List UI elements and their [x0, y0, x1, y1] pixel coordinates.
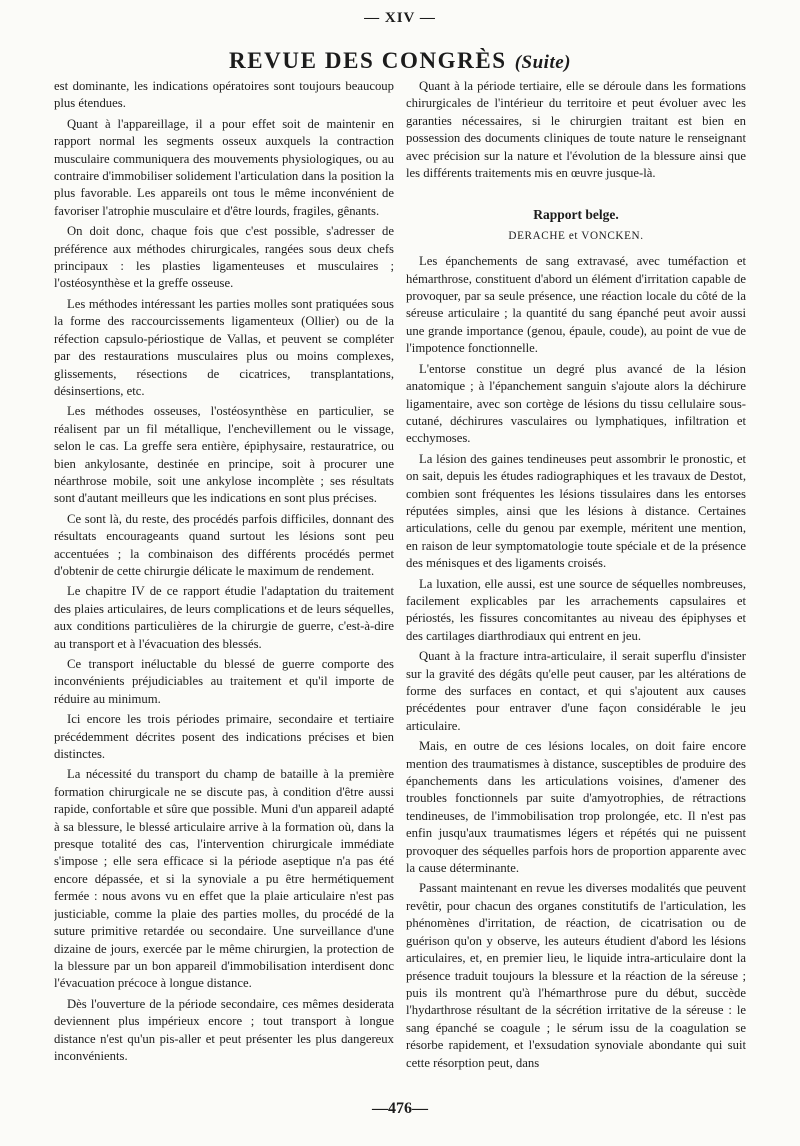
- paragraph: La lésion des gaines tendineuses peut assombrir le pronostic, et on sait, depuis les études radiographiques et les travaux de Destot, combien sont fréquentes les lésions tissulaires dans les entorses réputées simples, ainsi que les lésions à distance. Certaines articulations, celle du genou par exemple, méritent une mention, en raison de leur symptomatologie toute spéciale et de la présence des ménisques et des ligaments croisés.: [406, 451, 746, 571]
- paragraph: Dès l'ouverture de la période secondaire, ces mêmes desiderata deviennent plus impérieux encore ; tout transport à longue distance n'est qu'un pis-aller et peut présenter les plus dangereux inconvénients.: [54, 996, 394, 1063]
- paragraph: Ce sont là, du reste, des procédés parfois difficiles, donnant des résultats encourageants quand surtout les lésions sont peu accentuées ; la combinaison des différents procédés permet d'obtenir de cette chirurgie délicate le maximum de rendement.: [54, 511, 394, 578]
- section-heading: Rapport belge.: [533, 207, 619, 223]
- paragraph: Ici encore les trois périodes primaire, secondaire et tertiaire précédemment décrites posent des indications précises et bien distinctes.: [54, 712, 394, 762]
- paragraph: Quant à la fracture intra-articulaire, il serait superflu d'insister sur la gravité des dégâts qu'elle peut causer, par les altérations de forme des surfaces en contact, et qui s'ajoutent aux causes précédentes pour entraver d'une façon considérable le jeu articulaire.: [406, 649, 746, 733]
- paragraph: Les méthodes intéressant les parties molles sont pratiquées sous la forme des raccourcissements ligamenteux (Ollier) ou de la réfection capsulo-périostique de Vallas, et peuvent se compléter par des restaurations musculaires plus ou moins complexes, glissements, résections de cicatrices, transplantations, désinsertions, etc.: [54, 296, 394, 398]
- left-column: [54, 78, 394, 1098]
- paragraph: L'entorse constitue un degré plus avancé de la lésion anatomique ; à l'épanchement sanguin s'ajoute alors la déchirure ligamentaire, avec son cortège de lésions du tissu cellulaire sous-cutané, déchirures vasculaires ou lymphatiques, infiltration et ecchymoses.: [406, 361, 746, 446]
- paragraph: Les épanchements de sang extravasé, avec tuméfaction et hémarthrose, constituent d'abord un élément d'irritation capable de provoquer, par sa seule présence, une réaction locale du côté de la séreuse articulaire ; la quantité du sang épanché peut avoir aussi une grande importance (genou, épaule, coude), au point de vue de l'impotence fonctionnelle.: [406, 254, 746, 356]
- paragraph: Quant à l'appareillage, il a pour effet soit de maintenir en rapport normal les segments osseux auxquels la contraction musculaire communiquera des mouvements physiologiques, ou au contraire d'immobiliser solidement l'articulation dans la position la plus favorable. Les appareils ont tous le même inconvénient de favoriser l'atrophie musculaire et d'être lourds, fragiles, gênants.: [54, 116, 394, 218]
- paragraph: Les méthodes osseuses, l'ostéosynthèse en particulier, se réalisent par un fil métallique, l'enchevillement ou le vissage, selon le cas. La greffe sera entière, épiphysaire, restauratrice, ou bien ankylosante, destinée en principe, soit à procurer une néarthrose mobile, soit une ankylose incomplète ; ses résultats sont d'autant meilleurs que les indications en sont plus précises.: [54, 404, 394, 506]
- running-title: [0, 48, 800, 74]
- suite-label: (Suite): [514, 52, 571, 73]
- paragraph: Quant à la période tertiaire, elle se déroule dans les formations chirurgicales de l'intérieur du territoire et peut évoluer avec les garanties nécessaires, si le chirurgien traitant est bien en possession des documents cliniques de toute nature le renseignant avec précision sur la nature et l'évolution de la blessure ainsi que les différents traitements mis en œuvre jusque-là.: [406, 79, 746, 181]
- paragraph: La nécessité du transport du champ de bataille à la première formation chirurgicale ne se discute pas, à condition d'être aussi rapide, confortable et sûre que possible. Muni d'un appareil adapté à sa blessure, le blessé articulaire arrive à la formation où, dans la presque totalité des cas, l'intervention chirurgicale immédiate s'impose ; elle sera efficace si la période aseptique n'a pas été encore dépassée, et si la synoviale a pu être hermétiquement fermée : nous avons vu en effet que la plaie articulaire n'est pas justiciable, comme la plaie des parties molles, du procédé de la suture primitive retardée ou secondaire. Une surveillance d'une dizaine de jours, exercée par le même chirurgien, la protection de la blessure par un bon appareil d'immobilisation interdisent donc l'évacuation précoce à longue distance.: [54, 767, 394, 991]
- journal-title: REVUE DES CONGRÈS: [229, 48, 507, 73]
- paragraph: Mais, en outre de ces lésions locales, on doit faire encore mention des traumatismes à distance, susceptibles de produire des épanchements dans les articulations voisines, d'amener des troubles fonctionnels par suite d'amyotrophies, de rétractions tendineuses, de l'immobilisation trop prolongée, etc. Il n'est pas enfin jusqu'aux traumatismes légers et répétés qui ne puissent provoquer des séquelles parfois hors de proportion apparente avec la cause déterminante.: [406, 739, 746, 876]
- roman-folio: — XIV —: [364, 10, 436, 26]
- paragraph: Passant maintenant en revue les diverses modalités que peuvent revêtir, pour chacun des organes constitutifs de l'articulation, les phénomènes d'irritation, de réaction, de cicatrisation ou de guérison qu'on y observe, les auteurs étudient d'abord les lésions articulaires, et, en premier lieu, le liquide intra-articulaire dont la présence traduit toujours la blessure et la réaction de la séreuse ; puis ils montrent qu'à l'hémarthrose pure du début, succède l'hydarthrose résultant de la sécrétion irritative de la séreuse : le sang épanché se coagule ; le sérum issu de la coagulation se résorbe rapidement, et l'exsudation synoviale abondante qui suit cette résorption peut, dans: [406, 881, 746, 1070]
- page-number: —476—: [372, 1100, 428, 1117]
- right-column: [406, 78, 746, 1098]
- paragraph: Le chapitre IV de ce rapport étudie l'adaptation du traitement des plaies articulaires, de leurs complications et de leurs séquelles, aux conditions particulières de la chirurgie de guerre, c'est-à-dire au transport et à l'évacuation des blessés.: [54, 584, 394, 651]
- paragraph: La luxation, elle aussi, est une source de séquelles nombreuses, facilement explicables par les arrachements capsulaires et périostés, les fissures concomitantes au niveau des épiphyses et des cartilages diarthrodiaux qui entrent en jeu.: [406, 576, 746, 643]
- paragraph: On doit donc, chaque fois que c'est possible, s'adresser de préférence aux méthodes chirurgicales, rangées sous deux chefs principaux : les plasties ligamenteuses et musculaires ; l'ostéosynthèse et la greffe osseuse.: [54, 224, 394, 291]
- paragraph: Ce transport inéluctable du blessé de guerre comporte des inconvénients préjudiciables au traitement et qu'il importe de réduire au minimum.: [54, 657, 394, 706]
- paragraph: est dominante, les indications opératoires sont toujours beaucoup plus étendues.: [54, 79, 394, 111]
- report-authors: DERACHE et VONCKEN.: [508, 229, 644, 242]
